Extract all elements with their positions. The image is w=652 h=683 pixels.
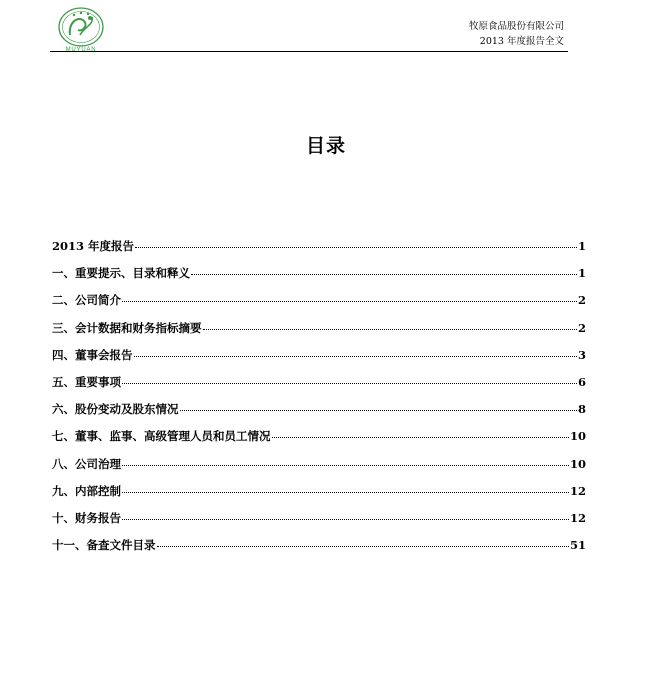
toc-entry-label: 2013 年度报告 (52, 239, 135, 253)
toc-dot-leader (122, 383, 577, 384)
toc-title: 目录 (305, 135, 346, 157)
toc-entry-label: 十一、备查文件目录 (52, 538, 156, 553)
toc-entry[interactable] (52, 374, 586, 401)
toc-entry[interactable] (52, 292, 586, 319)
toc-entry-page: 12 (569, 483, 586, 498)
toc-entry-label: 五、重要事项 (52, 374, 121, 389)
toc-entry[interactable] (52, 510, 586, 537)
toc-entry[interactable] (52, 265, 586, 292)
logo-text: MUYUAN (65, 47, 97, 53)
toc-entry-label: 六、股份变动及股东情况 (52, 402, 179, 417)
muyuan-logo-icon (50, 5, 112, 53)
toc-entry[interactable] (52, 537, 586, 564)
toc-dot-leader (203, 329, 577, 330)
toc-entry-page: 51 (569, 538, 586, 553)
running-header (469, 19, 564, 49)
toc-entry-label: 九、内部控制 (52, 483, 121, 498)
toc-entry-page: 2 (577, 320, 586, 335)
toc-entry[interactable] (52, 320, 586, 347)
toc-dot-leader (122, 519, 569, 520)
toc-entry-label: 一、重要提示、目录和释义 (52, 266, 190, 281)
toc-entry-page: 2 (577, 293, 586, 308)
toc-entry-label: 八、公司治理 (52, 456, 121, 471)
toc-entry[interactable] (52, 347, 586, 374)
header-divider (50, 51, 568, 52)
toc-dot-leader (134, 356, 577, 357)
toc-entry-page: 3 (577, 347, 586, 362)
toc-entry-page: 10 (569, 429, 586, 444)
toc-entry[interactable] (52, 483, 586, 510)
toc-dot-leader (135, 247, 577, 248)
toc-entry[interactable] (52, 238, 586, 265)
header-company: 牧原食品股份有限公司 (468, 21, 564, 32)
toc-entry-page: 12 (569, 510, 586, 525)
toc-entry-page: 1 (577, 239, 586, 253)
toc-dot-leader (157, 546, 569, 547)
toc-entry-label: 四、董事会报告 (52, 347, 133, 362)
table-of-contents (52, 238, 586, 564)
toc-entry-page: 1 (577, 266, 586, 281)
toc-dot-leader (122, 492, 569, 493)
toc-dot-leader (122, 465, 569, 466)
toc-entry-page: 10 (569, 456, 586, 471)
toc-entry-label: 三、会计数据和财务指标摘要 (52, 320, 202, 335)
toc-entry[interactable] (52, 428, 586, 455)
toc-entry-label: 二、公司简介 (52, 293, 121, 308)
toc-dot-leader (122, 301, 577, 302)
toc-dot-leader (272, 437, 569, 438)
toc-dot-leader (191, 274, 577, 275)
toc-entry[interactable] (52, 401, 586, 428)
toc-entry-label: 十、财务报告 (52, 510, 121, 525)
toc-dot-leader (180, 410, 577, 411)
toc-entry-page: 8 (577, 402, 586, 417)
toc-entry-page: 6 (577, 374, 586, 389)
toc-entry[interactable] (52, 456, 586, 483)
toc-entry-label: 七、董事、监事、高级管理人员和员工情况 (52, 429, 271, 444)
header-report-title: 2013 年度报告全文 (479, 36, 564, 47)
